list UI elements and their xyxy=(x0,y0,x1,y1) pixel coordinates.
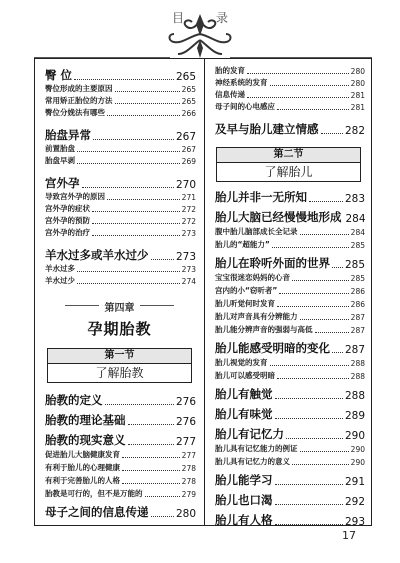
leader-dots xyxy=(275,524,343,525)
toc-column-right xyxy=(205,59,373,528)
toc-entry-title: 臀 位 xyxy=(45,68,73,82)
leader-dots xyxy=(92,235,180,236)
toc-header xyxy=(0,6,400,58)
toc-entry-title: 胎儿的“超能力” xyxy=(215,240,270,249)
toc-entry-title: 胎儿在聆听外面的世界 xyxy=(215,256,330,270)
toc-entry xyxy=(45,143,196,154)
leader-dots xyxy=(77,151,180,152)
leader-dots xyxy=(275,504,343,505)
toc-entry xyxy=(45,83,196,94)
toc-entry-page: 278 xyxy=(181,464,196,473)
toc-entry-page: 280 xyxy=(350,79,365,88)
toc-entry-title: 宫外孕的预防 xyxy=(45,216,90,225)
toc-entry-page: 277 xyxy=(175,436,196,448)
toc-entry xyxy=(215,272,365,283)
ornament-icon xyxy=(0,6,400,62)
leader-dots xyxy=(107,115,180,116)
leader-dots xyxy=(122,470,180,471)
toc-entry xyxy=(215,101,365,112)
toc-entry-page: 286 xyxy=(350,287,365,296)
toc-entry-page: 267 xyxy=(181,145,196,154)
toc-entry-title: 胎盘异常 xyxy=(45,128,91,142)
toc-entry-page: 278 xyxy=(181,477,196,486)
toc-entry-page: 290 xyxy=(344,430,365,442)
toc-entry-title: 胎儿能学习 xyxy=(215,473,273,487)
toc-entry-title: 宫内的小“窃听者” xyxy=(215,286,278,295)
toc-entry-page: 265 xyxy=(181,97,196,106)
leader-dots xyxy=(128,424,174,425)
toc-entry-title: 有利于胎儿的心理健康 xyxy=(45,463,120,472)
toc-entry-page: 290 xyxy=(350,445,365,454)
toc-entry-page: 293 xyxy=(344,516,365,528)
toc-entry-page: 272 xyxy=(181,205,196,214)
toc-column-left xyxy=(35,59,204,525)
toc-entry xyxy=(215,189,365,205)
leader-dots xyxy=(115,103,180,104)
leader-dots xyxy=(272,247,349,248)
toc-entry xyxy=(215,311,365,322)
leader-dots xyxy=(122,483,180,484)
toc-entry xyxy=(45,203,196,214)
toc-entry xyxy=(45,95,196,106)
toc-entry xyxy=(45,504,196,520)
toc-entry-title: 胎儿有记忆力 xyxy=(215,427,284,441)
toc-entry-page: 289 xyxy=(344,410,365,422)
toc-entry xyxy=(215,255,365,271)
toc-entry-title: 宫外孕的治疗 xyxy=(45,228,90,237)
toc-entry-page: 283 xyxy=(344,193,365,205)
leader-dots xyxy=(300,234,349,235)
toc-entry-title: 胎盘早剥 xyxy=(45,156,75,165)
toc-entry xyxy=(45,215,196,226)
toc-entry xyxy=(215,472,365,488)
toc-entry-title: 胎教的理论基础 xyxy=(45,413,126,427)
toc-entry-page: 285 xyxy=(350,241,365,250)
toc-entry-title: 宫外孕的症状 xyxy=(45,204,90,213)
toc-entry-title: 腹中胎儿脑部成长全记录 xyxy=(215,227,298,236)
leader-dots xyxy=(292,280,349,281)
toc-entry-title: 胎儿对声音具有分辨能力 xyxy=(215,312,298,321)
toc-entry xyxy=(45,127,196,143)
toc-entry xyxy=(45,392,196,408)
toc-entry-title: 及早与胎儿建立情感 xyxy=(215,122,319,136)
leader-dots xyxy=(275,398,343,399)
toc-entry-page: 270 xyxy=(175,179,196,191)
toc-entry xyxy=(45,263,196,274)
toc-entry-title: 信息传递 xyxy=(215,90,245,99)
toc-entry xyxy=(45,175,196,191)
toc-entry-page: 271 xyxy=(181,193,196,202)
leader-dots xyxy=(275,484,343,485)
toc-title-left: 目 xyxy=(172,11,186,25)
toc-entry-page: 282 xyxy=(344,125,365,137)
toc-entry-page: 288 xyxy=(344,390,365,402)
toc-entry xyxy=(215,209,365,225)
toc-entry-page: 273 xyxy=(181,229,196,238)
toc-entry xyxy=(45,155,196,166)
toc-entry-page: 288 xyxy=(350,359,365,368)
leader-dots xyxy=(275,418,343,419)
leader-dots xyxy=(309,201,343,202)
leader-dots xyxy=(247,97,349,98)
toc-entry-title: 有利于完善胎儿的人格 xyxy=(45,476,120,485)
toc-entry xyxy=(215,239,365,250)
toc-entry xyxy=(45,449,196,460)
toc-entry-title: 宫外孕 xyxy=(45,176,80,190)
toc-entry xyxy=(45,107,196,118)
toc-entry-page: 290 xyxy=(350,458,365,467)
toc-entry-title: 胎儿视觉的发育 xyxy=(215,358,268,367)
leader-dots xyxy=(77,163,180,164)
toc-entry-page: 284 xyxy=(345,213,366,225)
toc-entry-title: 胎儿并非一无所知 xyxy=(215,190,307,204)
toc-entry xyxy=(215,324,365,335)
toc-entry xyxy=(215,285,365,296)
toc-title-right: 录 xyxy=(216,11,230,25)
leader-dots xyxy=(270,365,349,366)
leader-dots xyxy=(279,293,348,294)
chapter-heading xyxy=(35,299,204,339)
toc-entry xyxy=(215,77,365,88)
toc-entry-page: 281 xyxy=(350,91,365,100)
toc-entry-title: 胎儿听觉何时发育 xyxy=(215,299,275,308)
toc-entry-page: 284 xyxy=(350,228,365,237)
section-label: 第二节 xyxy=(217,148,360,163)
toc-entry-title: 胎儿有人格 xyxy=(215,513,273,527)
toc-entry-title: 胎儿有味觉 xyxy=(215,407,273,421)
toc-entry xyxy=(215,492,365,508)
leader-dots xyxy=(151,259,174,260)
toc-entry-page: 287 xyxy=(350,313,365,322)
toc-entry-title: 胎教是可行的，但不是万能的 xyxy=(45,489,143,498)
toc-entry-title: 胎儿大脑已经慢慢地形成 xyxy=(215,210,342,224)
toc-entry xyxy=(215,406,365,422)
leader-dots xyxy=(332,267,343,268)
leader-dots xyxy=(247,73,349,74)
toc-entry-title: 羊水过多 xyxy=(45,264,75,273)
toc-entry xyxy=(45,488,196,499)
toc-entry-page: 280 xyxy=(175,508,196,520)
toc-entry-title: 神经系统的发育 xyxy=(215,78,268,87)
toc-entry-title: 胎儿可以感受明暗 xyxy=(215,371,275,380)
leader-dots xyxy=(315,332,349,333)
toc-entry-page: 279 xyxy=(181,490,196,499)
toc-entry-title: 促进胎儿大脑健康发育 xyxy=(45,450,120,459)
leader-dots xyxy=(145,496,180,497)
chapter-title: 孕期胎教 xyxy=(87,320,152,338)
toc-entry xyxy=(215,65,365,76)
leader-dots xyxy=(92,211,180,212)
toc-entry xyxy=(215,340,365,356)
toc-entry-page: 287 xyxy=(350,326,365,335)
toc-frame xyxy=(34,58,372,526)
leader-dots xyxy=(115,91,180,92)
toc-entry-page: 266 xyxy=(181,109,196,118)
toc-entry-page: 276 xyxy=(175,416,196,428)
leader-dots xyxy=(286,438,343,439)
leader-dots xyxy=(74,79,174,80)
toc-entry-title: 胎儿能感受明暗的变化 xyxy=(215,341,330,355)
page-number: 17 xyxy=(342,529,356,542)
toc-entry-page: 267 xyxy=(175,131,196,143)
toc-entry xyxy=(215,443,365,454)
toc-entry-page: 281 xyxy=(350,103,365,112)
toc-entry-title: 臀位分娩法有哪些 xyxy=(45,108,105,117)
toc-entry xyxy=(215,226,365,237)
toc-entry-title: 胎教的定义 xyxy=(45,393,103,407)
toc-entry-page: 273 xyxy=(181,265,196,274)
toc-entry-page: 288 xyxy=(350,372,365,381)
toc-entry xyxy=(45,275,196,286)
toc-entry-title: 羊水过多或羊水过少 xyxy=(45,248,149,262)
leader-dots xyxy=(122,457,180,458)
toc-entry-title: 母子间的心电感应 xyxy=(215,102,275,111)
toc-entry-title: 胎儿有触觉 xyxy=(215,387,273,401)
leader-dots xyxy=(300,319,349,320)
toc-entry xyxy=(215,512,365,528)
toc-entry xyxy=(45,227,196,238)
leader-dots xyxy=(332,352,343,353)
toc-entry-page: 292 xyxy=(344,496,365,508)
section-title: 了解胎儿 xyxy=(264,165,313,179)
leader-dots xyxy=(82,187,174,188)
toc-entry-page: 274 xyxy=(181,277,196,286)
toc-entry-title: 胎的发育 xyxy=(215,66,245,75)
toc-entry-title: 胎儿也口渴 xyxy=(215,493,273,507)
toc-entry-page: 277 xyxy=(181,451,196,460)
toc-entry-page: 269 xyxy=(181,157,196,166)
toc-entry xyxy=(45,247,196,263)
toc-entry-title: 臀位形成的主要原因 xyxy=(45,84,113,93)
section-box-2 xyxy=(216,147,361,182)
toc-entry-page: 276 xyxy=(175,396,196,408)
leader-dots xyxy=(270,85,349,86)
chapter-label: 第四章 xyxy=(104,303,135,314)
toc-entry-page: 285 xyxy=(344,259,365,271)
leader-dots xyxy=(151,516,174,517)
leader-dots xyxy=(128,444,174,445)
toc-entry xyxy=(215,370,365,381)
leader-dots xyxy=(292,464,349,465)
toc-entry xyxy=(215,298,365,309)
toc-entry xyxy=(45,412,196,428)
leader-dots xyxy=(321,133,343,134)
section-label: 第一节 xyxy=(48,349,191,364)
toc-entry xyxy=(45,191,196,202)
leader-dots xyxy=(277,306,349,307)
toc-entry-title: 宝宝很迷恋妈妈的心音 xyxy=(215,273,290,282)
toc-entry-title: 胎教的现实意义 xyxy=(45,433,126,447)
toc-entry-title: 导致宫外孕的原因 xyxy=(45,192,105,201)
toc-entry-title: 胎儿能分辨声音的强弱与高低 xyxy=(215,325,313,334)
toc-entry-title: 羊水过少 xyxy=(45,276,75,285)
toc-entry-page: 291 xyxy=(344,476,365,488)
toc-entry xyxy=(215,456,365,467)
leader-dots xyxy=(107,199,180,200)
toc-entry xyxy=(215,426,365,442)
leader-dots xyxy=(77,283,180,284)
toc-entry-page: 280 xyxy=(350,67,365,76)
toc-entry xyxy=(215,89,365,100)
leader-dots xyxy=(277,378,349,379)
toc-entry-title: 胎儿具有记忆能力的例证 xyxy=(215,444,298,453)
toc-entry xyxy=(45,475,196,486)
section-box-1 xyxy=(47,348,192,383)
toc-entry-page: 272 xyxy=(181,217,196,226)
toc-entry-title: 母子之间的信息传递 xyxy=(45,505,149,519)
toc-entry xyxy=(45,67,196,83)
toc-entry xyxy=(45,462,196,473)
toc-entry xyxy=(215,357,365,368)
toc-entry-page: 287 xyxy=(344,344,365,356)
toc-entry-page: 265 xyxy=(175,71,196,83)
toc-entry-title: 前置胎盘 xyxy=(45,144,75,153)
toc-entry-page: 286 xyxy=(350,300,365,309)
toc-entry-title: 胎儿具有记忆力的意义 xyxy=(215,457,290,466)
toc-entry xyxy=(215,386,365,402)
leader-dots xyxy=(277,109,349,110)
leader-dots xyxy=(77,271,180,272)
leader-dots xyxy=(300,451,349,452)
leader-dots xyxy=(105,404,174,405)
toc-entry-page: 285 xyxy=(350,274,365,283)
section-title: 了解胎教 xyxy=(95,366,144,380)
toc-entry-title: 常用矫正胎位的方法 xyxy=(45,96,113,105)
leader-dots xyxy=(92,223,180,224)
leader-dots xyxy=(93,139,174,140)
toc-entry xyxy=(215,121,365,137)
toc-entry-page: 265 xyxy=(181,85,196,94)
toc-entry xyxy=(45,432,196,448)
toc-entry-page: 273 xyxy=(175,251,196,263)
